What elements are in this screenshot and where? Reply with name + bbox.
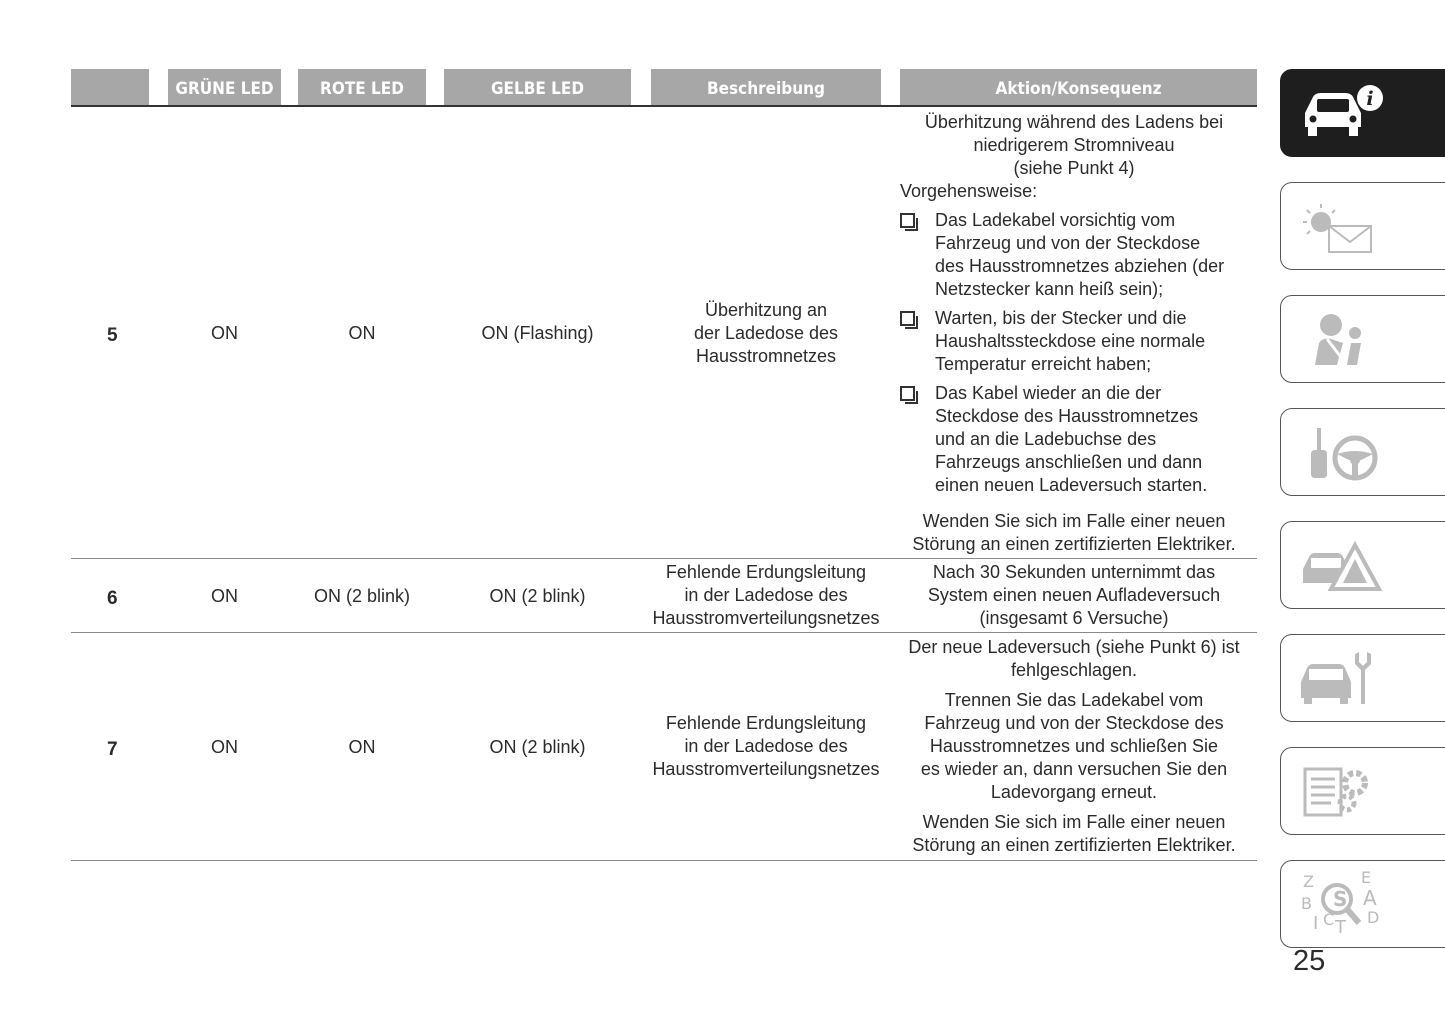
row5-action: Überhitzung während des Ladens bei niedrigerem Stromniveau (siehe Punkt 4) Vorgehensweise: Das Ladekabel vorsichtig vom Fahrzeug und von der Steckdose des Hausstromnetzes abziehen (der Netzstecker kann heiß sein); Warten, bis der Stecker und die Haushaltssteckdose eine normale Temperatur erreicht haben; Das Kabel wieder an die der Steckdose des Hausstromnetzes und an die Ladebuchse des Fahrzeugs anschließen und dann einen neuen Ladeversuch starten. Wenden Sie sich im Falle einer neuen Störung an einen zertifizierten Elektriker. xyxy=(900,111,1257,551)
row7-description: Fehlende Erdungsleitung in der Ladedose des Hausstromverteilungsnetzes xyxy=(652,713,880,779)
svg-text:Z: Z xyxy=(1303,872,1314,891)
header-bottom-rule xyxy=(71,105,1257,107)
svg-text:A: A xyxy=(1363,886,1377,910)
header-cell-number xyxy=(71,69,149,105)
key-steering-wheel-icon xyxy=(1297,422,1387,482)
svg-text:C: C xyxy=(1323,910,1335,929)
tab-technical-data[interactable] xyxy=(1280,747,1445,835)
row7-red: ON xyxy=(348,737,376,757)
tab-emergency[interactable] xyxy=(1280,521,1445,609)
tab-safety[interactable] xyxy=(1280,295,1445,383)
svg-text:D: D xyxy=(1367,908,1380,927)
row-divider xyxy=(71,632,1257,633)
svg-text:i: i xyxy=(1366,88,1374,110)
row5-outro: Wenden Sie sich im Falle einer neuen Störung an einen zertifizierten Elektriker. xyxy=(912,511,1236,554)
tab-service[interactable] xyxy=(1280,634,1445,722)
svg-text:I: I xyxy=(1313,913,1319,934)
row6-number: 6 xyxy=(107,588,118,609)
tab-warning-lights[interactable] xyxy=(1280,182,1445,270)
row5-yellow: ON (Flashing) xyxy=(481,323,594,343)
checkbox-bullet-icon xyxy=(900,311,915,326)
row6-green: ON xyxy=(211,586,238,606)
header-green-led: GRÜNE LED xyxy=(168,69,281,105)
row7-green: ON xyxy=(211,737,238,757)
warning-lights-icon xyxy=(1297,196,1387,256)
checkbox-bullet-icon xyxy=(900,386,915,401)
index-search-icon xyxy=(1297,869,1387,939)
row7-action: Der neue Ladeversuch (siehe Punkt 6) ist fehlgeschlagen. Trennen Sie das Ladekabel vom Fahrzeug und von der Steckdose des Hausstromnetzes und schließen Sie es wieder an, dann versuchen Sie den Ladevorgang erneut. Wenden Sie sich im Falle einer neuen Störung an einen zertifizierten Elektriker. xyxy=(908,637,1240,855)
row6-yellow: ON (2 blink) xyxy=(489,586,586,606)
svg-text:B: B xyxy=(1301,894,1312,913)
page-number: 25 xyxy=(1293,945,1326,977)
technical-data-icon xyxy=(1297,761,1387,821)
tab-car-info[interactable] xyxy=(1280,69,1445,157)
row6-description: Fehlende Erdungsleitung in der Ladedose des Hausstromverteilungsnetzes xyxy=(652,562,880,628)
header-yellow-led: GELBE LED xyxy=(444,69,631,105)
row7-yellow: ON (2 blink) xyxy=(489,737,586,757)
row6-red: ON (2 blink) xyxy=(313,586,411,606)
row5-number: 5 xyxy=(107,325,118,346)
row5-green: ON xyxy=(211,323,238,343)
svg-text:S: S xyxy=(1333,887,1348,911)
row5-red: ON xyxy=(348,323,376,343)
row-divider xyxy=(71,558,1257,559)
row5-description: Überhitzung an der Ladedose des Hausstromnetzes xyxy=(693,300,839,366)
checkbox-bullet-icon xyxy=(900,213,915,228)
row7-number: 7 xyxy=(107,739,118,760)
car-info-icon xyxy=(1297,83,1387,143)
svg-text:T: T xyxy=(1335,917,1346,938)
header-action: Aktion/Konsequenz xyxy=(900,69,1257,105)
row6-action: Nach 30 Sekunden unternimmt das System einen neuen Aufladeversuch (insgesamt 6 Versuche) xyxy=(927,562,1221,628)
tab-index[interactable] xyxy=(1280,860,1445,948)
car-emergency-icon xyxy=(1297,535,1387,595)
header-red-led: ROTE LED xyxy=(298,69,426,105)
car-service-icon xyxy=(1297,648,1387,708)
safety-airbag-icon xyxy=(1297,309,1387,369)
header-description: Beschreibung xyxy=(651,69,881,105)
table-bottom-rule xyxy=(71,860,1257,861)
procedure-label: Vorgehensweise: xyxy=(900,181,1038,201)
svg-text:E: E xyxy=(1361,869,1372,887)
tab-start-driving[interactable] xyxy=(1280,408,1445,496)
